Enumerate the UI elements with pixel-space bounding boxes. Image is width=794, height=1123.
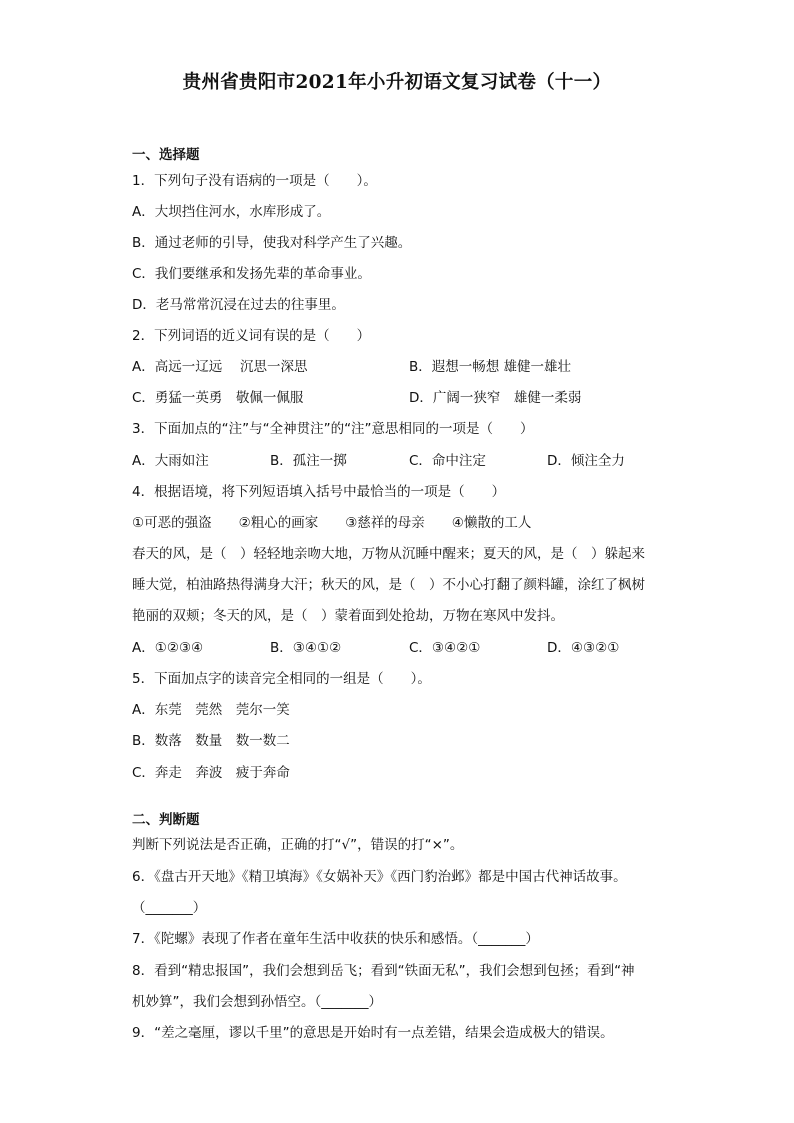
q9-text: 9．“差之毫厘，谬以千里”的意思是开始时有一点差错，结果会造成极大的错误。 [132,1025,614,1041]
q1-option-a: A．大坝挡住河水，水库形成了。 [132,204,331,220]
q3-option-b: B．孤注一掷 [270,453,347,469]
q7-text: 7．《陀螺》表现了作者在童年生活中收获的快乐和感悟。（_______） [132,931,539,947]
q5-option-a: A．东莞 莞然 莞尔一笑 [132,702,290,718]
q2-option-d: D．广阔一狭窄 雄健一柔弱 [409,390,582,406]
q2-option-a: A．高远一辽远 沉思一深思 [132,359,308,375]
q4-phrases: ①可恶的强盗 ②粗心的画家 ③慈祥的母亲 ④懒散的工人 [132,515,532,531]
q5-stem: 5．下面加点字的读音完全相同的一组是（ ）。 [132,671,431,687]
q1-option-d: D．老马常常沉浸在过去的往事里。 [132,297,345,313]
q6-text: 6．《盘古开天地》《精卫填海》《女娲补天》《西门豹治邺》都是中国古代神话故事。 [132,869,627,885]
q4-option-a: A．①②③④ [132,640,204,656]
q8-text-line-2: 机妙算”，我们会想到孙悟空。（_______） [132,994,382,1010]
q5-option-b: B．数落 数量 数一数二 [132,733,290,749]
q6-answer-blank: （_______） [132,900,207,916]
page-title: 贵州省贵阳市2021年小升初语文复习试卷（十一） [182,72,612,93]
judgement-intro: 判断下列说法是否正确，正确的打“√”，错误的打“×”。 [132,837,464,853]
q2-option-c: C．勇猛一英勇 敬佩一佩服 [132,390,304,406]
q1-option-b: B．通过老师的引导，使我对科学产生了兴趣。 [132,235,412,251]
q1-option-c: C．我们要继承和发扬先辈的革命事业。 [132,266,371,282]
section-heading-judgement: 二、判断题 [132,812,200,828]
q2-stem: 2．下列词语的近义词有误的是（ ） [132,328,371,344]
q3-option-c: C．命中注定 [409,453,486,469]
q1-stem: 1．下列句子没有语病的一项是（ ）。 [132,173,377,189]
q4-passage-line-3: 艳丽的双颊；冬天的风，是（ ）蒙着面到处抢劫，万物在寒风中发抖。 [132,608,564,624]
q5-option-c: C．奔走 奔波 疲于奔命 [132,765,290,781]
q4-option-c: C．③④②① [409,640,481,656]
section-heading-choice: 一、选择题 [132,147,200,163]
q4-passage-line-2: 睡大觉，柏油路热得满身大汗；秋天的风，是（ ）不小心打翻了颜料罐，涂红了枫树 [132,577,645,593]
q3-option-d: D．倾注全力 [547,453,625,469]
q4-option-d: D．④③②① [547,640,620,656]
q4-option-b: B．③④①② [270,640,342,656]
q4-passage-line-1: 春天的风，是（ ）轻轻地亲吻大地，万物从沉睡中醒来；夏天的风，是（ ）躲起来 [132,546,645,562]
q8-text-line-1: 8．看到“精忠报国”，我们会想到岳飞；看到“铁面无私”，我们会想到包拯；看到“神 [132,963,635,979]
q3-option-a: A．大雨如注 [132,453,209,469]
q4-stem: 4．根据语境，将下列短语填入括号中最恰当的一项是（ ） [132,484,506,500]
q3-stem: 3．下面加点的“注”与“全神贯注”的“注”意思相同的一项是（ ） [132,421,534,437]
q2-option-b: B．遐想一畅想 雄健一雄壮 [409,359,572,375]
